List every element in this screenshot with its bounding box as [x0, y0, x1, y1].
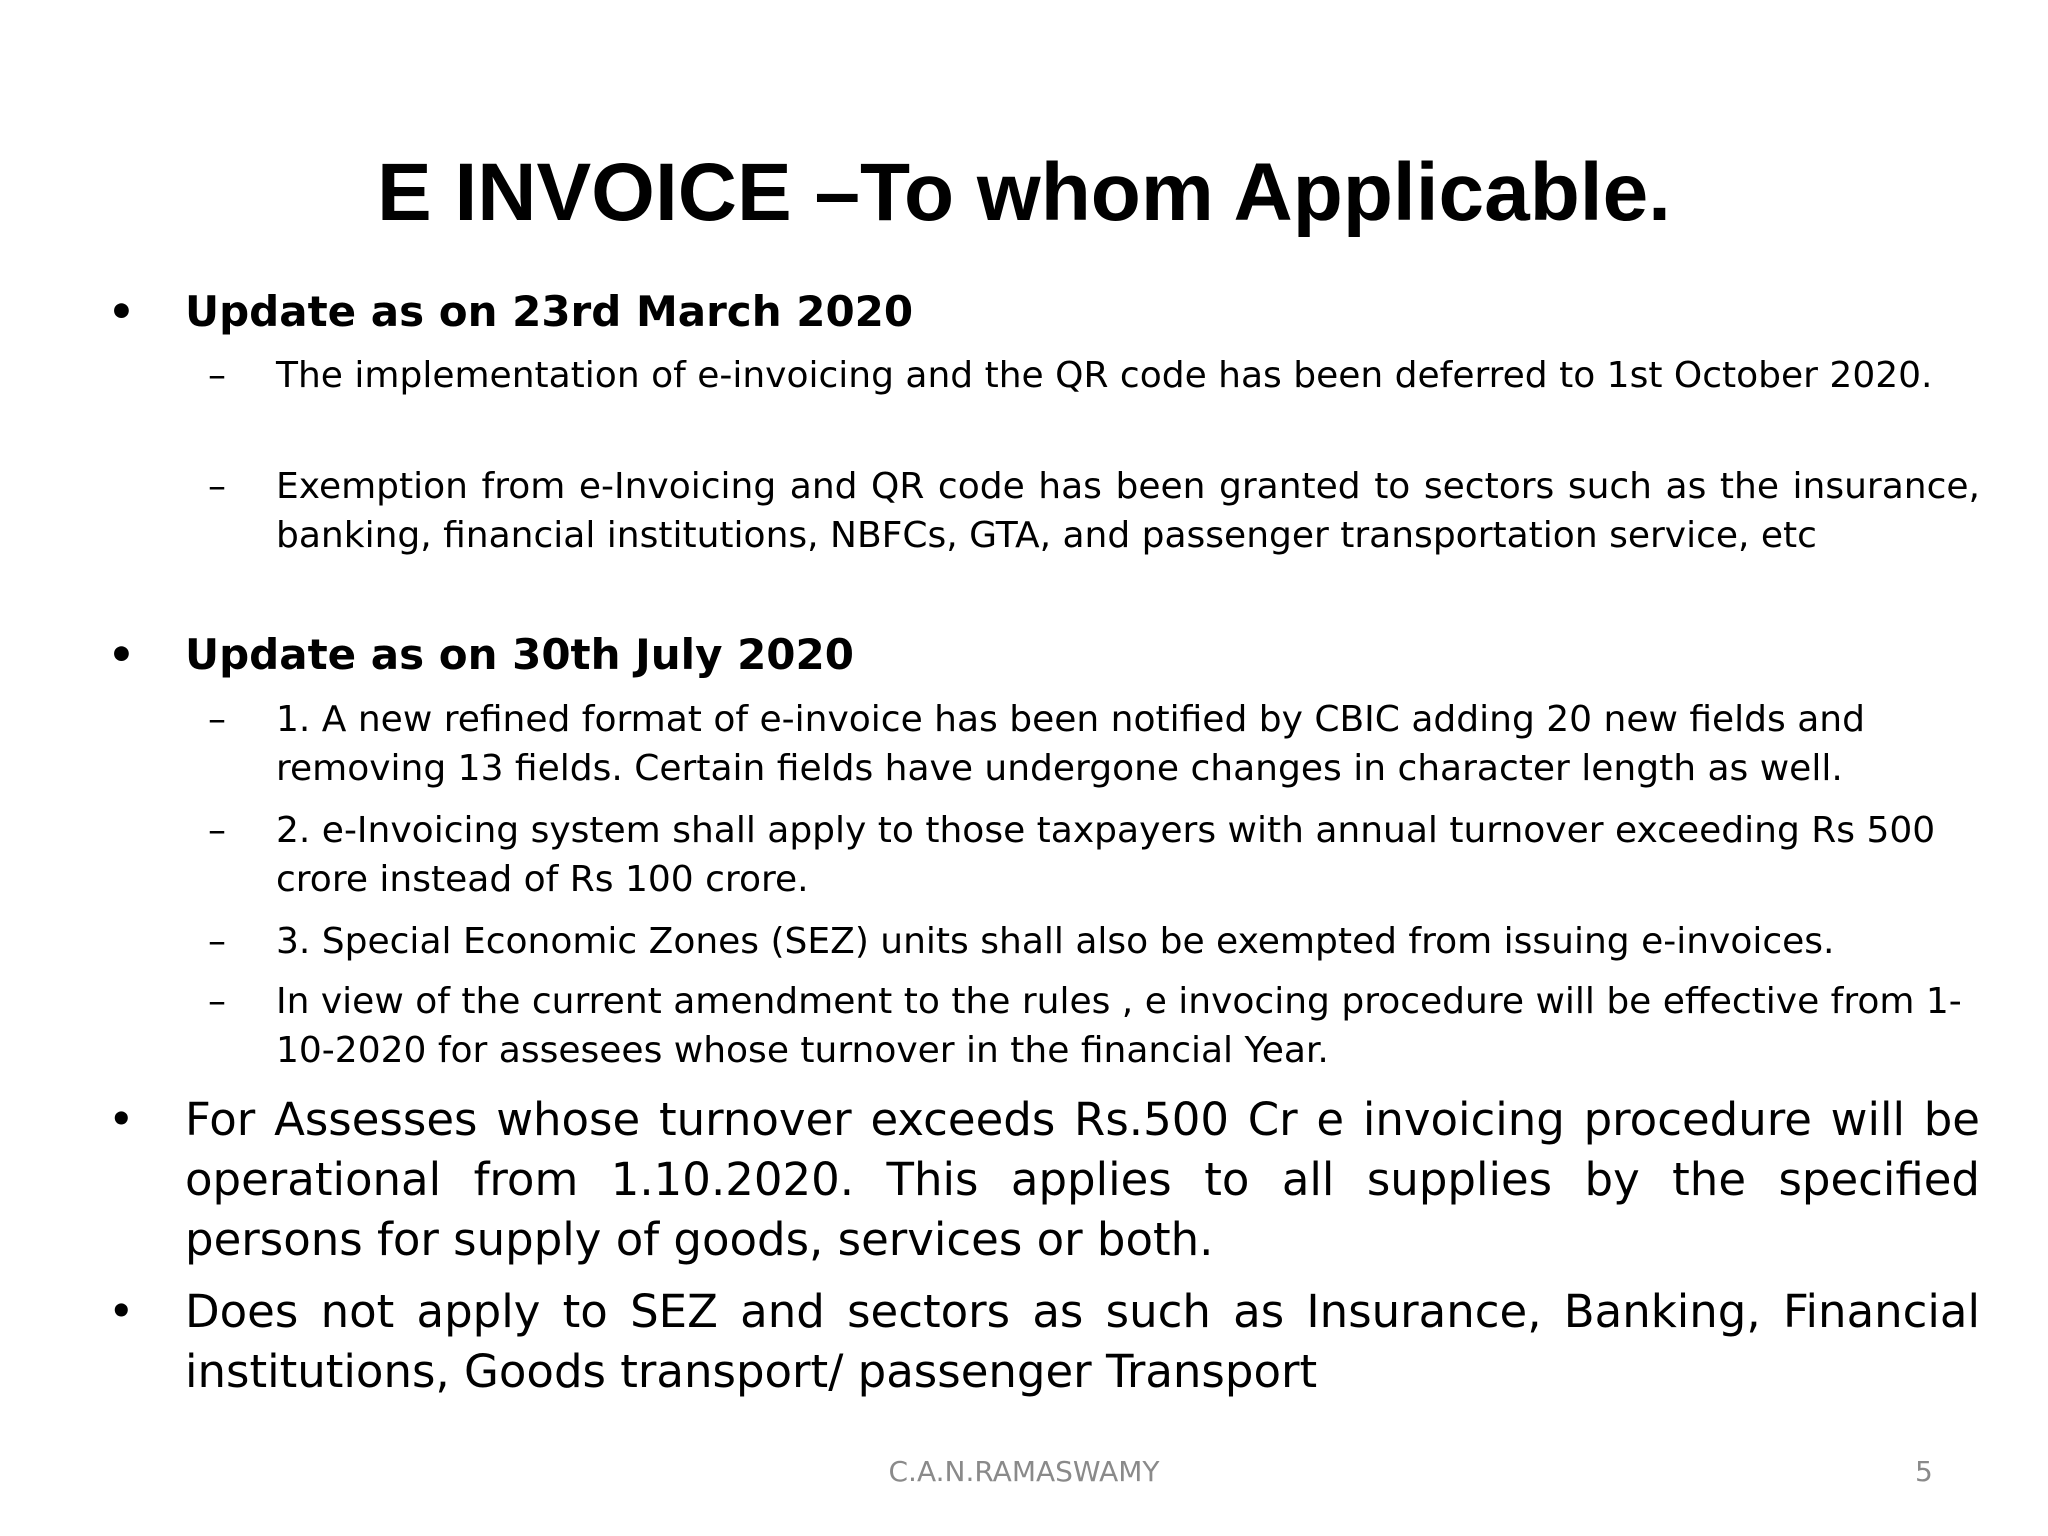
sub-item-sez	[208, 917, 1980, 966]
bullet-marker: •	[108, 1093, 135, 1146]
bullet-marker: •	[108, 287, 135, 336]
sub-item-text: 2. e-Invoicing system shall apply to those taxpayers with annual turnover exceeding Rs 500 crore instead of Rs 100 crore.	[276, 810, 1936, 900]
sub-item-new-format	[208, 695, 1980, 793]
dash-marker: –	[208, 466, 226, 507]
slide-title: E INVOICE –To whom Applicable.	[377, 147, 1671, 238]
sub-item-text: 3. Special Economic Zones (SEZ) units shall also be exempted from issuing e-invoices.	[276, 921, 1835, 962]
update-july-heading: Update as on 30th July 2020	[185, 630, 854, 679]
bullet-marker: •	[108, 1285, 135, 1338]
sub-item-text: The implementation of e-invoicing and the QR code has been deferred to 1st October 2020.	[276, 355, 1933, 396]
sub-item-deferred	[208, 351, 1980, 400]
bullet-text: Does not apply to SEZ and sectors as such as Insurance, Banking, Financial institutions, Goods transport/ passenger Transport	[185, 1285, 1980, 1398]
dash-marker: –	[208, 921, 226, 962]
footer-author: C.A.N.RAMASWAMY	[888, 1455, 1160, 1488]
sub-item-text: In view of the current amendment to the rules , e invocing procedure will be effective from 1-10-2020 for assesees whose turnover in the financial Year.	[276, 981, 1962, 1071]
bullet-not-applicable	[108, 1282, 1980, 1402]
sub-item-effective-date	[208, 977, 1980, 1075]
sub-item-turnover-500	[208, 806, 1980, 904]
dash-marker: –	[208, 810, 226, 851]
bullet-update-march	[108, 284, 1980, 340]
dash-marker: –	[208, 355, 226, 396]
bullet-operational	[108, 1090, 1980, 1270]
update-march-heading: Update as on 23rd March 2020	[185, 287, 914, 336]
bullet-update-july	[108, 627, 1980, 683]
bullet-marker: •	[108, 630, 135, 679]
page-number: 5	[1915, 1455, 1933, 1488]
sub-item-exemption	[208, 462, 1980, 560]
dash-marker: –	[208, 699, 226, 740]
sub-item-text: 1. A new refined format of e-invoice has been notified by CBIC adding 20 new fields and removing 13 fields. Certain fields have undergone changes in character length as well.	[276, 699, 1865, 789]
dash-marker: –	[208, 981, 226, 1022]
sub-item-text: Exemption from e-Invoicing and QR code has been granted to sectors such as the insurance, banking, financial institutions, NBFCs, GTA, and passenger transportation service, etc	[276, 466, 1980, 556]
bullet-text: For Assesses whose turnover exceeds Rs.500 Cr e invoicing procedure will be operational from 1.10.2020. This applies to all supplies by the specified persons for supply of goods, services or both.	[185, 1093, 1980, 1266]
